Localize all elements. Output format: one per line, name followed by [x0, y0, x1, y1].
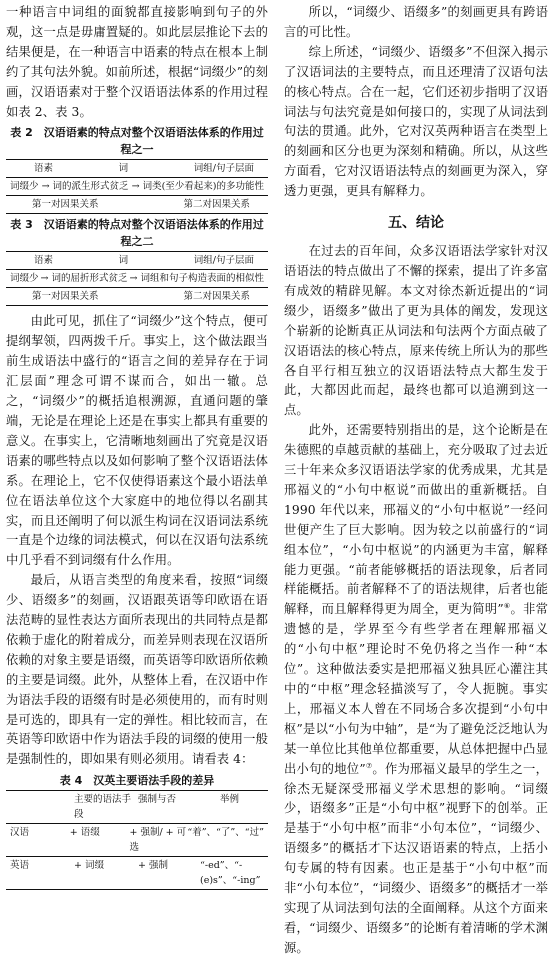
table-row — [6, 288, 268, 306]
paragraph: 最后，从语言类型的角度来看，按照“词缀少、语缀多”的刻画，汉语跟英语等印欧语在语法范畴的显性表达方面所表现出的共同特点是都依赖于虚化的附着成分，而差异则表现在汉语所依赖的对象主要是语缀，而英语等印欧语所依赖的主要是词缀。此外，从整体上看，在汉语中作为语法手段的语缀有时是必须使用的，而有时则是可选的，即具有一定的弹性。相比较而言，在英语等印欧语中作为语法手段的词缀的使用一般是强制性的，即如果有则必须用。请看表 4： — [6, 573, 268, 767]
table-header-cell: 强制与否 — [138, 794, 177, 806]
table-header-cell: 词组/句子层面 — [193, 255, 254, 267]
table-header-cell — [10, 792, 74, 822]
paragraph: 在过去的百年间，众多汉语语法学家针对汉语语法的特点做出了不懈的探索，提出了许多富有成效的精辟见解。本文对徐杰新近提出的“词缀少，语缀多”做出了更为具体的阐发，发现这个崭新的论断真正从词法和句法两个方面点破了汉语语法的核心特点，原来传统上所认为的那些各自平行相互独立的汉语语法特点大都生发于此，大都因此而起，最终也都可以追溯到这一点。 — [284, 244, 548, 418]
table-cell: + 词缀 — [74, 860, 104, 872]
table-cell: → 词组和句子构造表面的相似性 — [129, 273, 264, 285]
left-column — [6, 3, 268, 890]
paragraph-text: 此外，还需要特别指出的是，这个论断是在朱德熙的卓越贡献的基础上，充分吸取了过去近三十年来众多汉语语法学家的优秀成果，尤其是邢福义的“小句中枢说”而做出的重新概括。自 1990 年代以来，邢福义的“小句中枢说”一经问世便产生了巨大影响。因为较之以前盛行的“词组本位”，“小句中枢说”的内涵更为丰富，解释能力更强。“前者能够概括的语法现象，后者同样能概括。前者解释不了的语法规律，后者也能解释，而且解释得更为周全，更为简明” — [284, 423, 548, 617]
table-cell: 第二对因果关系 — [183, 291, 250, 303]
footnote-marker: ⑦ — [365, 761, 373, 770]
paragraph — [284, 421, 548, 958]
table-header-cell: 举例 — [220, 794, 240, 806]
table-4-caption: 表 4 汉英主要语法手段的差异 — [59, 774, 215, 788]
table-row — [6, 857, 268, 890]
table-cell: 第一对因果关系 — [32, 291, 99, 303]
paragraph: 一种语言中词组的面貌都直接影响到句子的外观，这一点是毋庸置疑的。如此层层推论下去的结果便是，在一种语言中语素的特点在根本上制约了其句法外貌。如前所述，根据“词缀少”的刻画，汉语语素对于整个汉语语法体系的作用过程如表 2、表 3。 — [6, 5, 268, 119]
footnote-marker: ⑥ — [503, 602, 511, 611]
table-header-cell: 词 — [118, 163, 129, 175]
table-3-caption: 表 3 汉语语素的特点对整个汉语语法体系的作用过程之二 — [10, 218, 264, 249]
table-cell: → 词类(至少看起来)的多功能性 — [131, 181, 264, 193]
paragraph: 综上所述，“词缀少、语缀多”不但深入揭示了汉语词法的主要特点，而且还理清了汉语句法的核心特点。合在一起，它们还初步指明了汉语词法与句法究竟是如何接口的，实现了从词法到句法的贯通。此外，它对汉英两种语言在类型上的刻画和区分也更为深刻和精确。所以，从这些方面看，它对汉语语法特点的刻画更为深入，穿透力更强，更具有解释力。 — [284, 44, 548, 199]
paragraph-text: 。非常遗憾的是，学界至今有些学者在理解邢福义的“小句中枢”理论时不免仍将之当作一种“本位”。这种做法委实是把邢福义独具匠心灌注其中的“中枢”理念轻描淡写了，令人扼腕。事实上，邢福义本人曾在不同场合多次提到“小句中枢”是以“小句为中轴”，是“为了避免泛泛地认为某一单位比其他单位都重要，从总体把握中凸显出小句的地位” — [284, 602, 548, 776]
table-cell: 词缀少 — [10, 273, 39, 285]
table-cell: “着”、“了”、“过” — [187, 827, 264, 839]
paragraph-text: 。作为邢福义最早的学生之一，徐杰无疑深受邢福义学术思想的影响。“词缀少，语缀多”正是“小句中枢”视野下的创举。正是基于“小句中枢”而非“小句本位”，“词缀少、语缀多”的概括才下达汉语语素的特点，上括小句专属的特有因素。也正是基于“小句中枢”而非“小句本位”，“词缀少、语缀多”的概括才一举实现了从词法到句法的全面阐释。从这个方面来看，“词缀少、语缀多”的论断有着清晰的学术渊源。 — [284, 761, 548, 955]
table-header — [6, 790, 268, 824]
table-header — [6, 159, 268, 178]
table-header-cell: 词 — [118, 255, 129, 267]
table-2 — [6, 159, 268, 214]
table-cell: + 强制 — [138, 860, 168, 872]
table-row — [6, 178, 268, 196]
section-heading: 五、结论 — [388, 215, 444, 232]
table-cell: 第一对因果关系 — [32, 199, 99, 211]
table-3 — [6, 251, 268, 306]
table-cell: → 词的屈折形式贫乏 — [40, 273, 128, 285]
table-header-cell: 词组/句子层面 — [193, 163, 254, 175]
table-cell: 词缀少 — [10, 181, 39, 193]
table-2-caption: 表 2 汉语语素的特点对整个汉语语法体系的作用过程之一 — [10, 126, 264, 157]
table-header-cell: 主要的语法手段 — [74, 794, 132, 821]
table-cell: → 词的派生形式贫乏 — [41, 181, 129, 193]
table-row — [6, 196, 268, 214]
table-cell: “-ed”、“-(e)s”、“-ing” — [200, 860, 261, 887]
table-header-cell: 语素 — [34, 255, 54, 267]
right-column — [284, 3, 548, 959]
paragraph: 所以，“词缀少、语缀多”的刻画更具有跨语言的可比性。 — [284, 5, 548, 39]
table-header-cell: 语素 — [34, 163, 54, 175]
table-header — [6, 251, 268, 270]
table-row — [6, 270, 268, 288]
table-cell: + 语缀 — [69, 827, 100, 839]
table-cell: 英语 — [10, 860, 30, 872]
table-cell: 第二对因果关系 — [183, 199, 250, 211]
table-row — [6, 824, 268, 857]
table-cell: 汉语 — [10, 827, 30, 839]
table-4 — [6, 790, 268, 890]
table-cell: + 强制/ + 可选 — [129, 827, 187, 854]
paragraph: 由此可见，抓住了“词缀少”这个特点，便可提纲挈领，四两拨千斤。事实上，这个做法跟当前生成语法中盛行的“语言之间的差异存在于词汇层面”理念可谓不谋而合，如出一辙。总之，“词缀少”的概括追根溯源，直通问题的肇端，无论是在理论上还是在事实上都具有重要的意义。在事实上，它清晰地刻画出了究竟是汉语语素的哪些特点以及如何影响了整个汉语语法体系。在理论上，它不仅使得语素这个最小语法单位在语法单位这个大家庭中的地位得以名副其实，而且还阐明了何以派生构词在汉语词法系统一直是个边缘的词法模式，何以在汉语句法系统中几乎看不到词缀有什么作用。 — [6, 314, 268, 568]
